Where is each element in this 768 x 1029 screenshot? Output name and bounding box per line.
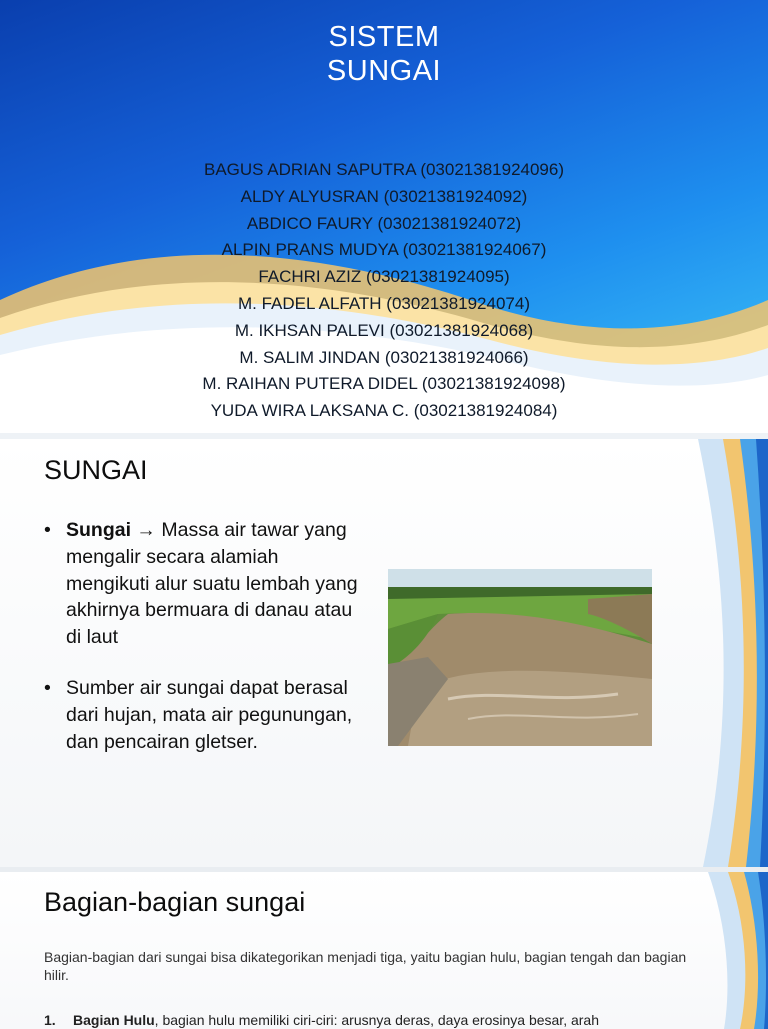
list-text: , bagian hulu memiliki ciri-ciri: arusnya deras, daya erosinya besar, arah bbox=[154, 1012, 599, 1028]
bullet-list bbox=[44, 517, 364, 755]
intro-paragraph: Bagian-bagian dari sungai bisa dikategorikan menjadi tiga, yaitu bagian hulu, bagian tengah dan bagian hilir. bbox=[44, 949, 687, 983]
bullet-item bbox=[44, 675, 364, 755]
author-name: FACHRI AZIZ (03021381924095) bbox=[258, 267, 510, 287]
river-photo bbox=[388, 569, 652, 746]
author-name: M. SALIM JINDAN (03021381924066) bbox=[239, 347, 529, 367]
bullet-icon: • bbox=[44, 676, 51, 699]
bullet-text: Sumber air sungai dapat berasal dari hujan, mata air pegunungan, dan pencairan gletser. bbox=[66, 676, 353, 753]
author-name: BAGUS ADRIAN SAPUTRA (03021381924096) bbox=[203, 160, 565, 179]
list-number: 1. bbox=[44, 1012, 56, 1028]
title-line-1: SISTEM bbox=[328, 21, 440, 53]
slide-heading: SUNGAI bbox=[44, 455, 148, 485]
author-name: M. FADEL ALFATH (03021381924074) bbox=[237, 293, 530, 313]
author-list bbox=[0, 157, 768, 425]
author-name: M. IKHSAN PALEVI (03021381924068) bbox=[234, 320, 534, 340]
bagian-slide bbox=[0, 872, 768, 1029]
bullet-text: → Massa air tawar yang mengalir secara alamiah mengikuti alur suatu lembah yang akhirnya bermuara di danau atau di laut bbox=[66, 519, 358, 649]
author-name: ALDY ALYUSRAN (03021381924092) bbox=[240, 186, 528, 206]
list-term: Bagian Hulu bbox=[73, 1012, 155, 1028]
cover-slide bbox=[0, 0, 768, 433]
author-name: M. RAIHAN PUTERA DIDEL (03021381924098) bbox=[202, 374, 566, 394]
author-name: YUDA WIRA LAKSANA C. (03021381924084) bbox=[210, 401, 558, 421]
list-item bbox=[44, 1011, 744, 1029]
author-name: ALPIN PRANS MUDYA (03021381924067) bbox=[221, 240, 547, 260]
bullet-icon: • bbox=[44, 519, 51, 541]
author-name: ABDICO FAURY (03021381924072) bbox=[246, 213, 522, 233]
title-line-2: SUNGAI bbox=[326, 55, 442, 87]
bullet-item bbox=[44, 517, 364, 651]
cover-title bbox=[0, 20, 768, 88]
slide-heading: Bagian-bagian sungai bbox=[44, 887, 306, 917]
bullet-term: Sungai bbox=[66, 519, 132, 541]
sungai-slide bbox=[0, 439, 768, 867]
river-photo-icon bbox=[388, 569, 652, 746]
